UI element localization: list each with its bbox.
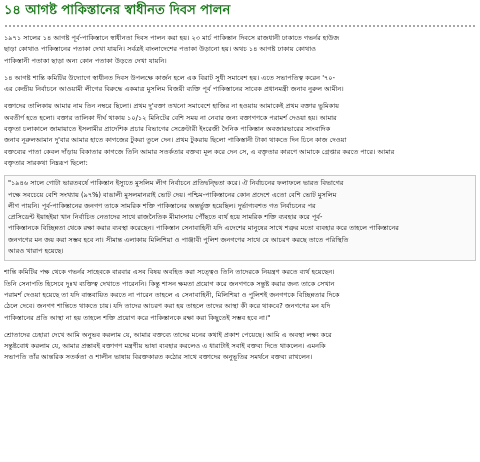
article-title: ১৪ আগষ্ট পাকিস্তানের স্বাধীনত দিবস পালন: [4, 3, 231, 18]
speech-quote-box: [4, 175, 476, 261]
text-line: বক্তৃতা চলাকালে জামায়াতে ইসলামীর প্রাদেশিক প্রচার বিভাগের সেক্রেটারী ইংরেজী দৈনিক পাকিস্তান অবজারভারের সাংবাদিক: [4, 125, 331, 134]
quote-line: প্রেসিডেন্ট ইয়াহইয়া খান নির্বাচিত নেতাদের সাথে রাজনৈতিক মীমাংসায় পৌঁছতে ব্যর্থ হয়ে সামরিক শক্তি ব্যবহার করে পূর্ব-: [8, 213, 323, 222]
text-line: ঠেলে দেবে। জনগণ শান্তিতে থাকতে চায়। যদি তাদের আচরণ করা হয় তাহলে তাদের আস্থা কী করে থাকবে? জনগণের মন যদি: [4, 302, 331, 311]
quote-line: পাকিস্তানকে বিচ্ছিন্নতা থেকে রক্ষা করার ব্যবস্থা করেছেন। পাকিস্তান সেনাবাহিনী যদি এদেশের মানুষের সাথে শত্রুর মতো ব্যবহার করে তাহলে পাকিস্তানের: [8, 224, 399, 233]
text-line: সভাপতি তাঁর আন্তরিক সতর্কতা ও শালীন ভাষায় বিরক্তকারত কঠোর সাথে বক্তাদের অনুভূতির সমর্থনে বক্তব্য রাখলেন।: [4, 353, 313, 362]
text-line: ছাড়া কোথাও পাকিস্তানের পতাকা দেখা যায়নি। সর্বত্রই বাংলাদেশের পতাকা উড়ানো হয়। অথচ ১৪ আগষ্ট ঢাকায় কোথাও: [4, 45, 316, 54]
text-line: পাকিস্তানী পতাকা ছাড়া অন্য কোন পতাকা উড়তে দেখা যায়নি।: [4, 56, 167, 65]
quote-line: "১৯৪৬ সালে গোটা ভারতবর্ষে পাকিস্তান ইস্যুতে মুসলিম লীগ নির্বাচনে প্রতিদ্বন্দ্বিতা করে। ঐ নির্বাচনের ফলাফলে ভারত বিভাগের: [8, 179, 344, 188]
text-line: বক্তব্যের পাতা কেবল দাঁড়ায় বিকাতার কাগজে তিনি আমার সতর্কতার বক্তব্য মূল করে দেন সে, এ বক্তৃতার কারণে আমাকে গ্রেপ্তার করতে পারে। আমার: [4, 147, 395, 156]
paragraph-1: [4, 33, 476, 67]
quote-line: জনগণের মন জয় করা সম্ভব হবে না। সীমান্ত এলাকায় মিলিশিয়া ও পাঞ্জাবী পুলিশ জনগণের সাথে যে আচরণ করছে তাতে পরিস্থিতি: [8, 235, 349, 244]
text-line: অবতীর্ণ হতে হলো। বক্তার তালিকা দীর্ঘ থাকায় ১০/১২ মিনিটের বেশি সময় না নেবার জন্য বক্তাগণকে পরামর্শ দেওয়া হয়। আমার: [4, 113, 337, 122]
dotted-divider: [4, 23, 476, 29]
paragraph-3: [4, 101, 476, 169]
quote-line: আরও খারাপ হয়েছে।: [8, 247, 64, 256]
quote-line: লীগ পায়নি। পূর্ব-পাকিস্তানের জনগণ তাকে সামরিক শক্তি পাকিস্তানের অন্তর্ভুক্ত হয়েছিল। দুর্ভাগ্যবশত গত নির্বাচনের পর: [8, 201, 316, 210]
text-line: ১৪ আগষ্ট শান্তি কমিটির উদ্যোগে স্বাধীনত দিবস উপলক্ষে কার্জন হলে এক বিরাট সুধী সমাবেশ হয়। এতে সভাপতিত্ব করেন '৭০-: [4, 73, 335, 82]
text-line: পরামর্শ দেওয়া হয়েছে তা যদি বাস্তবায়িত করতে না পারেন তাহলে এ সেনাবাহিনী, মিলিশিয়া ও পুলিশই জনগণকে বিচ্ছিন্নতার দিকে: [4, 290, 340, 299]
text-line: ১৯৭১ সালের ১৪ আগষ্ট পূর্ব-পাকিস্তানে স্বাধীনতা দিবস পালন করা হয়। ২৩ মার্চ পাকিস্তান দিবসে রাজধানী ঢাকাতে গভর্নর হাউজ: [4, 34, 340, 42]
text-line: শান্তি কমিটির পক্ষ থেকে গভর্নর সাহেবকে বারবার এসব বিষয় অবহিত করা সত্ত্বেও তিনি তাদেরকে নিয়ন্ত্রণ করতে ব্যর্থ হয়েছেন।: [4, 268, 335, 277]
text-line: সন্তুষ্টবোধ করলাম যে, আমার প্রস্তাবই বক্তাগণ মন্ত্রণীয় ভাষা ব্যবহার করলেও এ ধারাটাই সবাই বক্তব্য দিতে থাকলেন। এমনকি: [4, 342, 326, 351]
text-line: তিনি সেনাপতি হিসেবে দুঃখ ব্যক্তিত্ব দেখাতে পারেননি। কিন্তু শাসন ক্ষমতা প্রয়োগ করে জনগণকে সন্তুষ্ট করার জন্য তাকে সেখান: [4, 279, 335, 288]
quote-line: পক্ষে সবচেয়ে বেশি সংখ্যায় (৯৭%) বাঙালী মুসলমানরাই ভোট দেয়। পশ্চিম-পাকিস্তানের কোন প্রদেশে এতো বেশি ভোট মুসলিম: [8, 190, 337, 199]
text-line: বক্তৃতার সারকথা নিম্নরূপ ছিলো:: [4, 158, 88, 167]
paragraph-2: [4, 73, 476, 96]
paragraph-5: [4, 330, 476, 364]
text-line: এর কেন্দ্রীয় নির্বাচনে আওয়ামী লীগের বিরুদ্ধে একমাত্র মুসলিম বিজয়ী ব্যক্তি পূর্ব পাকিস্তানের সাবেক প্রধানমন্ত্রী জনাব নুরুল আমীন।: [4, 85, 344, 94]
text-line: জনাব নূরুলআমান দু'বার আমার হাতে কাগজের টুকরা তুলে দেন। প্রথম টুকরায় ছিলো পাকিস্তানী টাকা থাকতে দিন চিনে কাজ দেওয়া: [4, 136, 347, 145]
text-line: পাকিস্তানের প্রতি আস্থা না হয় তাহলে শক্তি প্রয়োগ করে পাকিস্তানকে রক্ষা করা কিছুতেই সম্ভব হবে না।": [4, 313, 271, 322]
text-line: বক্তাদের তালিকায় আমার নাম তিন নম্বরে ছিলো। প্রথম দু'বক্তা তখনো সমাবেশে হাজির না হওয়ায় আমাকেই প্রথম বক্তার ভুমিকায়: [4, 102, 340, 111]
paragraph-4: [4, 267, 476, 323]
text-line: শ্রোতাদের চেহারা দেখে আমি অনুভব করলাম যে, আমার বক্তব্যে তাদের মনের কথাই প্রকাশ পেয়েছে। আমি এ অবস্থা লক্ষ্য করে: [4, 330, 332, 339]
